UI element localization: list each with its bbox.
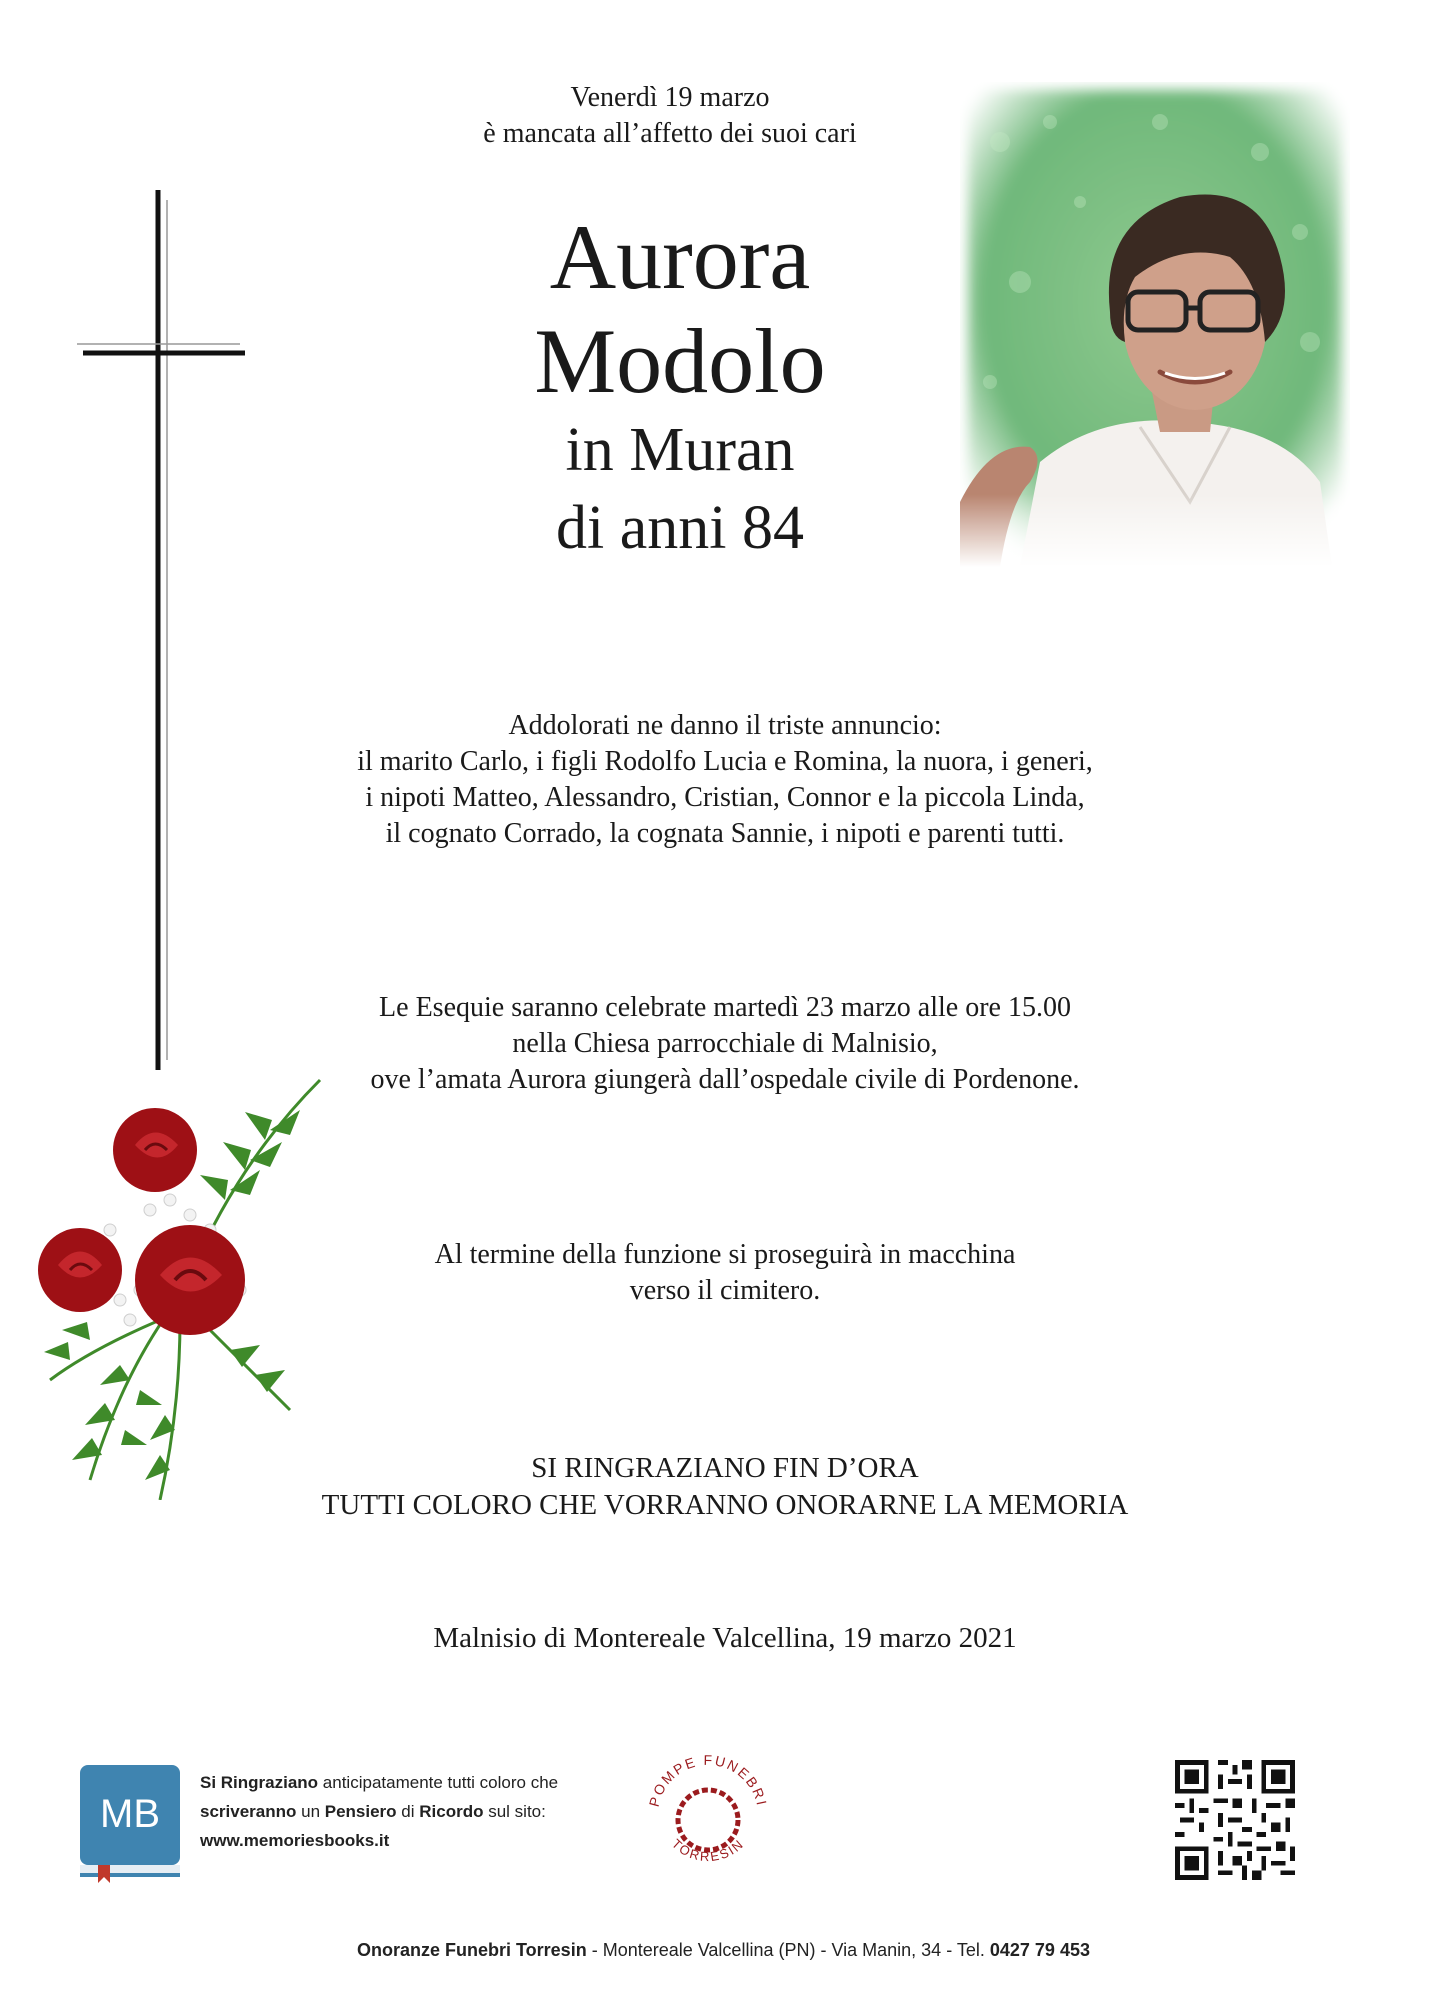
- svg-text:TORRESIN: [669, 1836, 747, 1864]
- funeral-line: ove l’amata Aurora giungerà dall’ospedale civile di Pordenone.: [370, 1064, 1080, 1095]
- announcement-line: Addolorati ne danno il triste annuncio:: [508, 710, 942, 741]
- logo-bottom-text: TORRESIN: [668, 1835, 748, 1865]
- mb-logo-text: MB: [100, 1792, 160, 1836]
- pompe-funebri-logo-icon: [638, 1740, 778, 1890]
- place-date: Malnisio di Montereale Valcellina, 19 marzo 2021: [433, 1622, 1017, 1654]
- age-line: di anni 84: [556, 494, 804, 562]
- announcement-line: il marito Carlo, i figli Rodolfo Lucia e Romina, la nuora, i generi,: [357, 746, 1093, 777]
- funeral-line: nella Chiesa parrocchiale di Malnisio,: [512, 1028, 938, 1059]
- intro-text: [380, 80, 960, 152]
- mb-line-2: [200, 1797, 600, 1826]
- mb-line1-rest: anticipatamente tutti coloro che: [318, 1773, 559, 1792]
- mb-line2-rest: sul sito:: [483, 1802, 546, 1821]
- portrait-photo: [960, 82, 1350, 567]
- logo-top-text: POMPE FUNEBRI: [645, 1751, 771, 1809]
- name-block: [440, 205, 920, 567]
- qr-code-icon[interactable]: [1175, 1760, 1295, 1880]
- cross-icon: [75, 190, 255, 1080]
- memoriesbooks-text: [200, 1768, 600, 1855]
- last-name: Modolo: [534, 310, 826, 412]
- footer-company: Onoranze Funebri Torresin: [357, 1940, 587, 1960]
- thanks-text: [200, 1450, 1250, 1524]
- memoriesbooks-logo-icon[interactable]: [80, 1765, 180, 1883]
- announcement-line: i nipoti Matteo, Alessandro, Cristian, Connor e la piccola Linda,: [365, 782, 1085, 813]
- mb-mid2: di: [396, 1802, 420, 1821]
- mb-line-3[interactable]: [200, 1826, 600, 1855]
- mb-bold-write: scriveranno: [200, 1802, 297, 1821]
- after-service-text: [260, 1237, 1190, 1309]
- svg-text:POMPE FUNEBRI: [646, 1752, 771, 1808]
- mb-bold-thanks: Si Ringraziano: [200, 1773, 319, 1792]
- mb-mid1: un: [296, 1802, 325, 1821]
- announcement-text: [260, 708, 1190, 852]
- date-line: Venerdì 19 marzo: [570, 82, 770, 113]
- footer-address: - Montereale Valcellina (PN) - Via Manin, 34 - Tel.: [586, 1940, 990, 1960]
- mb-line-1: [200, 1768, 600, 1797]
- thanks-line: TUTTI COLORO CHE VORRANNO ONORARNE LA MEMORIA: [321, 1489, 1129, 1521]
- after-line: Al termine della funzione si proseguirà in macchina: [434, 1239, 1016, 1270]
- mb-bold-thought: Pensiero: [324, 1802, 397, 1821]
- footer-phone[interactable]: 0427 79 453: [989, 1940, 1090, 1960]
- after-line: verso il cimitero.: [629, 1275, 821, 1306]
- married-name: in Muran: [565, 416, 795, 484]
- thanks-line: SI RINGRAZIANO FIN D’ORA: [531, 1452, 919, 1484]
- funeral-line: Le Esequie saranno celebrate martedì 23 marzo alle ore 15.00: [379, 992, 1071, 1023]
- passing-line: è mancata all’affetto dei suoi cari: [483, 118, 857, 149]
- mb-website-link[interactable]: www.memoriesbooks.it: [200, 1831, 390, 1850]
- funeral-details: [260, 990, 1190, 1098]
- mb-bold-memory: Ricordo: [419, 1802, 484, 1821]
- announcement-line: il cognato Corrado, la cognata Sannie, i nipoti e parenti tutti.: [385, 818, 1065, 849]
- footer-contact: [0, 1940, 1447, 1961]
- first-name: Aurora: [549, 206, 811, 308]
